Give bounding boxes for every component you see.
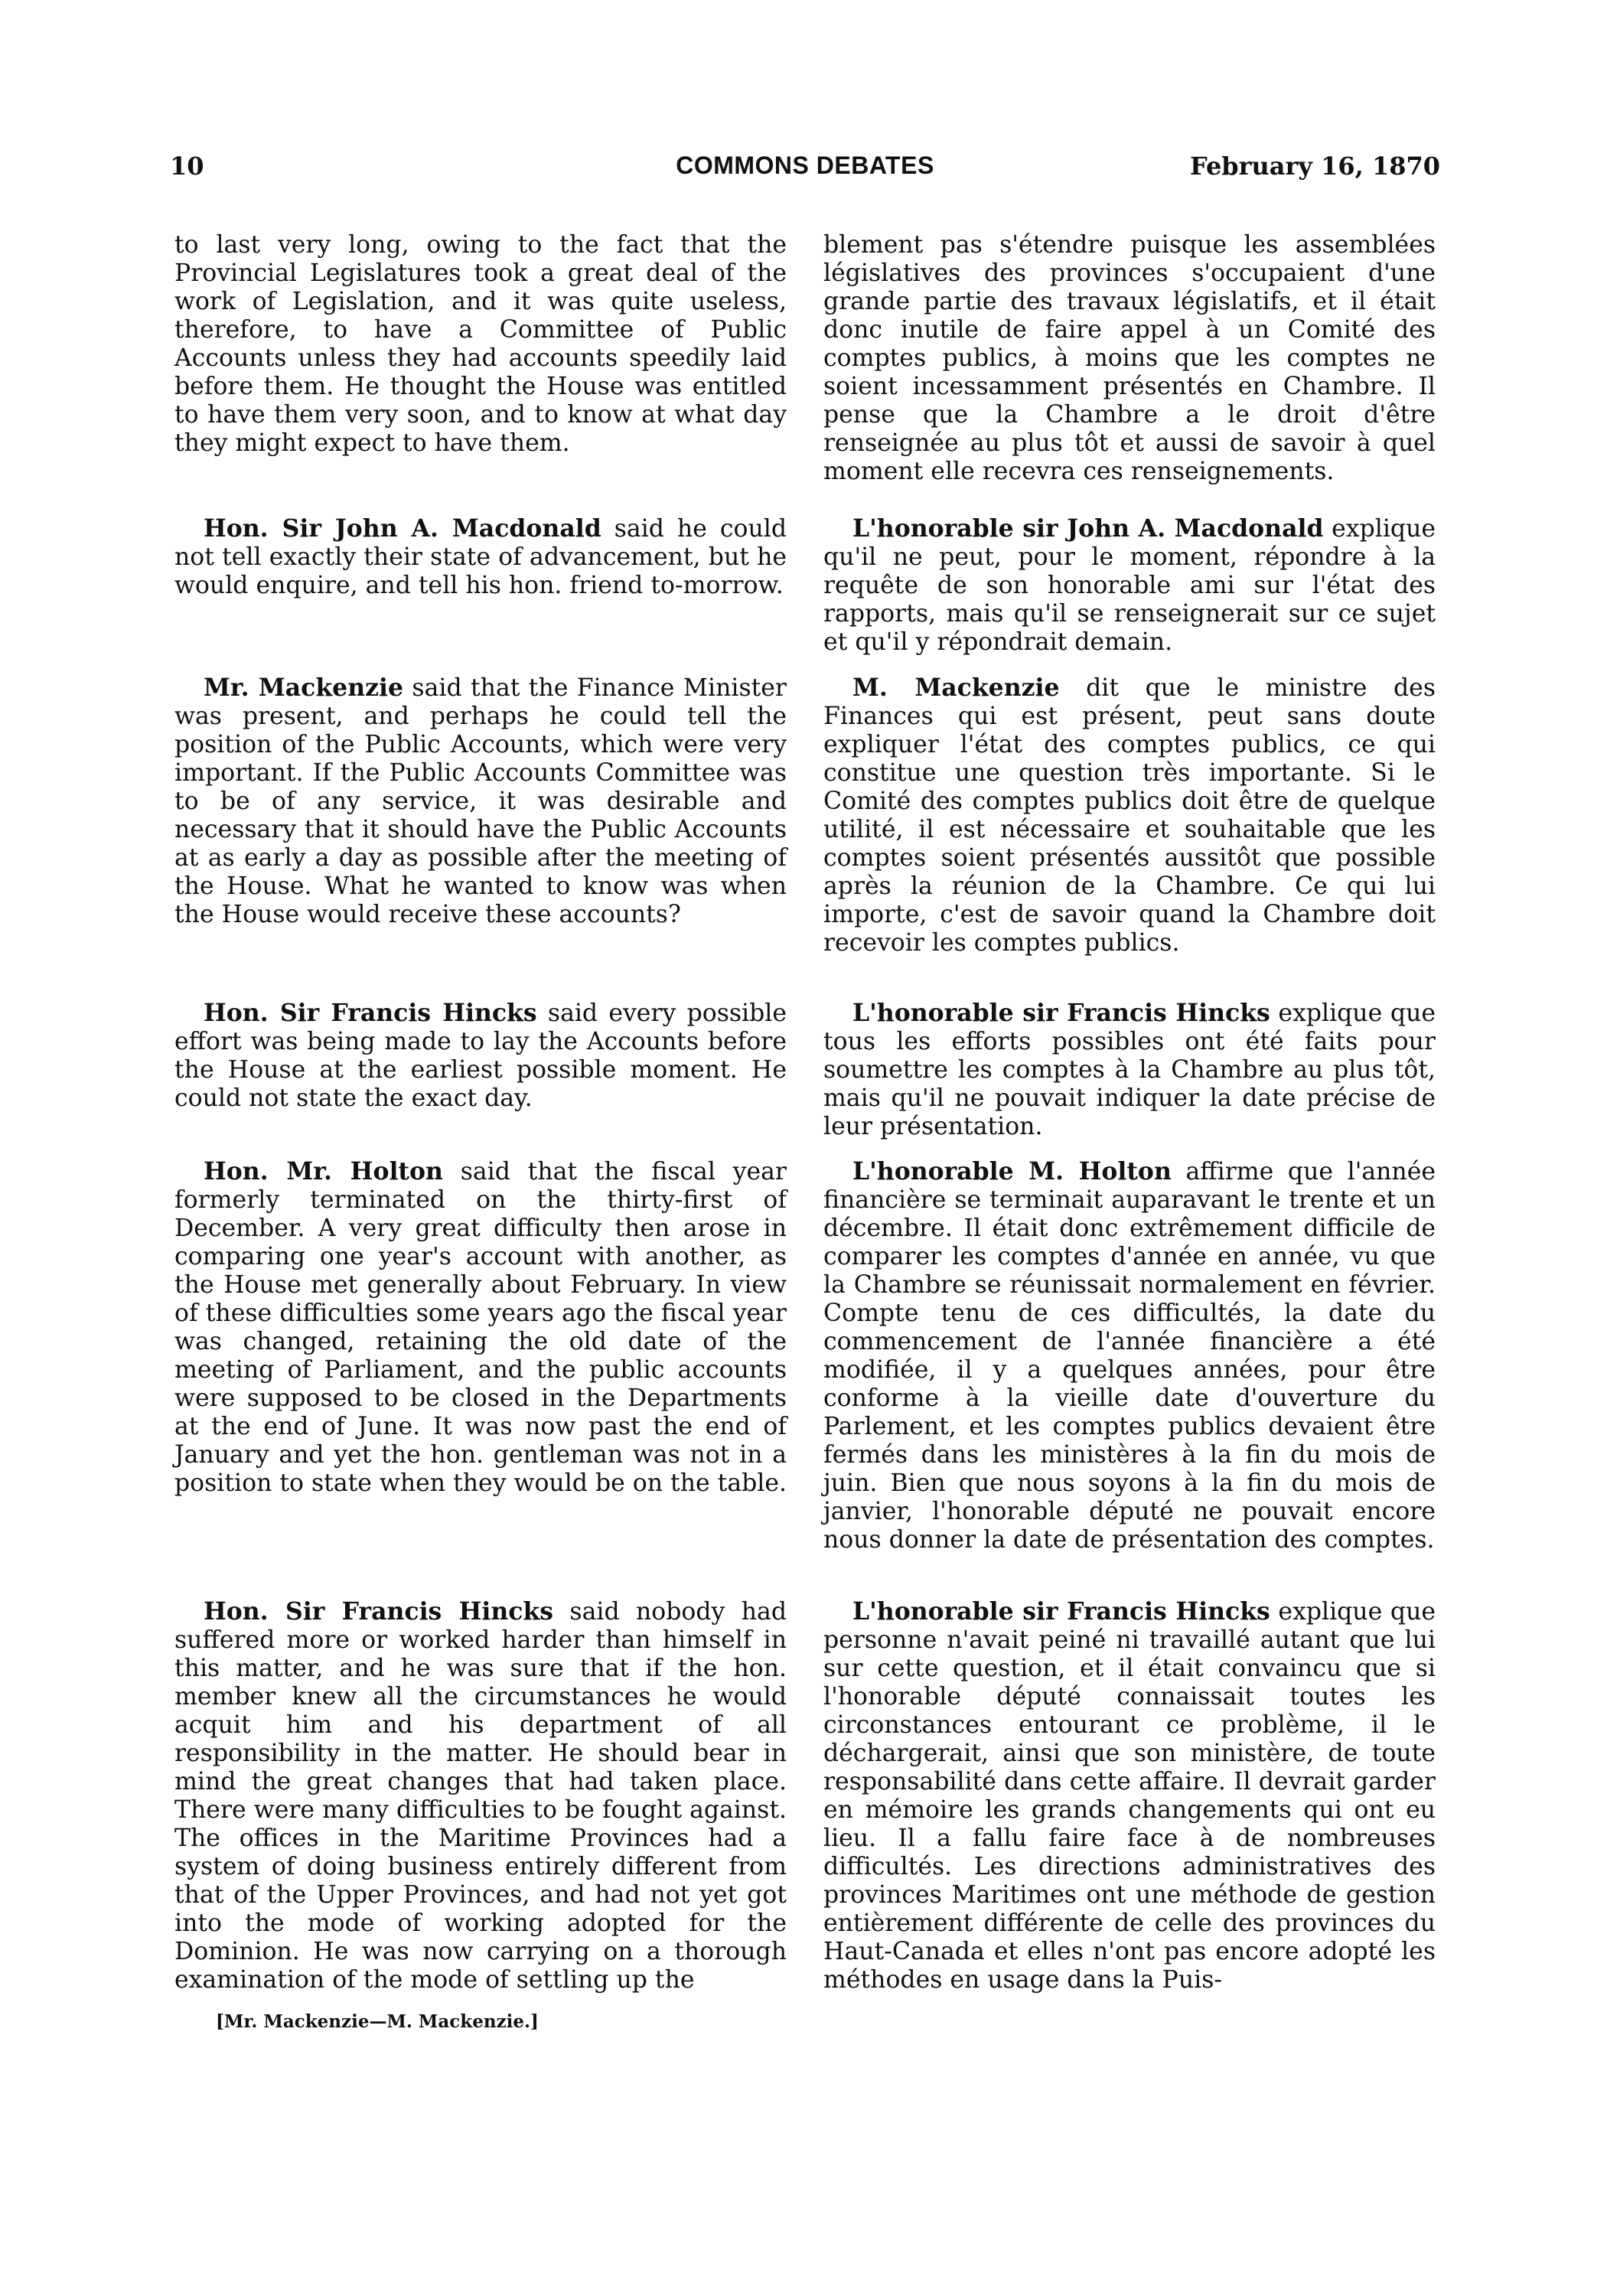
page-number: 10 bbox=[170, 152, 204, 181]
paragraph-text: said nobody had suffered more or worked harder than himself in this matter, and he was sure that if the hon. member knew all the circumstances he would acquit him and his department of all responsibility in the matter. He should bear in mind the great changes that had taken place. There were many difficulties to be fought against. The offices in the Maritime Provinces had a system of doing business entirely different from that of the Upper Provinces, and had not yet got into the mode of working adopted for the Dominion. He was now carrying on a thorough examination of the mode of settling up the bbox=[174, 1598, 787, 1994]
paragraph-text: said that the Finance Minister was present, and perhaps he could tell the position of the Public Accounts, which were very important. If the Public Accounts Committee was to be of any service, it was desirable and necessary that it should have the Public Accounts at as early a day as possible after the meeting of the House. What he wanted to know was when the House would receive these accounts? bbox=[174, 674, 787, 928]
paragraph-text: affirme que l'année financière se terminait auparavant le trente et un décembre. Il était donc extrêmement difficile de comparer les comptes d'année en année, vu que la Chambre se réunissait normalement en février. Compte tenu de ces difficultés, la date du commencement de l'année financière a été modifiée, il y a quelques années, pour être conforme à la vieille date d'ouverture du Parlement, et les comptes publics devaient être fermés dans les ministères à la fin du mois de juin. Bien que nous soyons à la fin du mois de janvier, l'honorable député ne pouvait encore nous donner la date de présentation des comptes. bbox=[823, 1158, 1436, 1554]
speaker-name: Hon. Sir John A. Macdonald bbox=[204, 514, 601, 543]
paragraph-en-1 bbox=[174, 231, 787, 458]
speaker-name: Hon. Mr. Holton bbox=[204, 1157, 443, 1186]
footer-speaker-note: [Mr. Mackenzie—M. Mackenzie.] bbox=[216, 2011, 539, 2032]
paragraph-text: explique qu'il ne peut, pour le moment, répondre à la requête de son honorable ami sur l'état des rapports, mais qu'il se renseignerait sur ce sujet et qu'il y répondrait demain. bbox=[823, 515, 1436, 656]
page-header bbox=[170, 152, 1440, 185]
paragraph-en-4 bbox=[174, 999, 787, 1113]
paragraph-text: to last very long, owing to the fact that the Provincial Legislatures took a great deal of the work of Legislation, and it was quite useless, therefore, to have a Committee of Public Accounts unless they had accounts speedily laid before them. He thought the House was entitled to have them very soon, and to know at what day they might expect to have them. bbox=[174, 231, 787, 457]
speaker-name: Hon. Sir Francis Hincks bbox=[204, 1597, 554, 1626]
speaker-name: Mr. Mackenzie bbox=[204, 673, 404, 702]
paragraph-en-5 bbox=[174, 1157, 787, 1498]
paragraph-text: explique que personne n'avait peiné ni travaillé autant que lui sur cette question, et il était convaincu que si l'honorable député connaissait toutes les circonstances entourant ce problème, il le déchargerait, ainsi que son ministère, de toute responsabilité dans cette affaire. Il devrait garder en mémoire les grands changements qui ont eu lieu. Il a fallu faire face à de nombreuses difficultés. Les directions administratives des provinces Maritimes ont une méthode de gestion entièrement différente de celle des provinces du Haut-Canada et elles n'ont pas encore adopté les méthodes en usage dans la Puis- bbox=[823, 1598, 1436, 1994]
paragraph-fr-6 bbox=[823, 1597, 1436, 1994]
paragraph-en-2 bbox=[174, 514, 787, 600]
paragraph-en-6 bbox=[174, 1597, 787, 1994]
paragraph-fr-5 bbox=[823, 1157, 1436, 1554]
speaker-name: L'honorable sir Francis Hincks bbox=[852, 1597, 1270, 1626]
speaker-name: L'honorable M. Holton bbox=[852, 1157, 1172, 1186]
paragraph-text: said he could not tell exactly their state of advancement, but he would enquire, and tell his hon. friend to-morrow. bbox=[174, 515, 787, 599]
paragraph-fr-4 bbox=[823, 999, 1436, 1141]
header-date: February 16, 1870 bbox=[1189, 152, 1440, 181]
speaker-name: L'honorable sir John A. Macdonald bbox=[852, 514, 1324, 543]
paragraph-fr-3 bbox=[823, 673, 1436, 957]
paragraph-text: said every possible effort was being made to lay the Accounts before the House at the earliest possible moment. He could not state the exact day. bbox=[174, 1000, 787, 1112]
paragraph-fr-2 bbox=[823, 514, 1436, 657]
paragraph-text: blement pas s'étendre puisque les assemblées législatives des provinces s'occupaient d'une grande partie des travaux législatifs, et il était donc inutile de faire appel à un Comité des comptes publics, à moins que les comptes ne soient incessamment présentés en Chambre. Il pense que la Chambre a le droit d'être renseignée au plus tôt et aussi de savoir à quel moment elle recevra ces renseignements. bbox=[823, 231, 1436, 485]
speaker-name: Hon. Sir Francis Hincks bbox=[204, 999, 537, 1027]
paragraph-text: said that the fiscal year formerly terminated on the thirty-first of December. A very great difficulty then arose in comparing one year's account with another, as the House met generally about February. In view of these difficulties some years ago the fiscal year was changed, retaining the old date of the meeting of Parliament, and the public accounts were supposed to be closed in the Departments at the end of June. It was now past the end of January and yet the hon. gentleman was not in a position to state when they would be on the table. bbox=[174, 1158, 787, 1497]
paragraph-text: dit que le ministre des Finances qui est présent, peut sans doute expliquer l'état des comptes publics, ce qui constitue une question très importante. Si le Comité des comptes publics doit être de quelque utilité, il est nécessaire et souhaitable que les comptes soient présentés aussitôt que possible après la réunion de la Chambre. Ce qui lui importe, c'est de savoir quand la Chambre doit recevoir les comptes publics. bbox=[823, 674, 1436, 957]
speaker-name: M. Mackenzie bbox=[852, 673, 1060, 702]
paragraph-text: explique que tous les efforts possibles ont été faits pour soumettre les comptes à la Chambre au plus tôt, mais qu'il ne pouvait indiquer la date précise de leur présentation. bbox=[823, 1000, 1436, 1140]
paragraph-fr-1 bbox=[823, 231, 1436, 486]
paragraph-en-3 bbox=[174, 673, 787, 929]
running-title: COMMONS DEBATES bbox=[676, 152, 934, 179]
speaker-name: L'honorable sir Francis Hincks bbox=[852, 999, 1270, 1027]
